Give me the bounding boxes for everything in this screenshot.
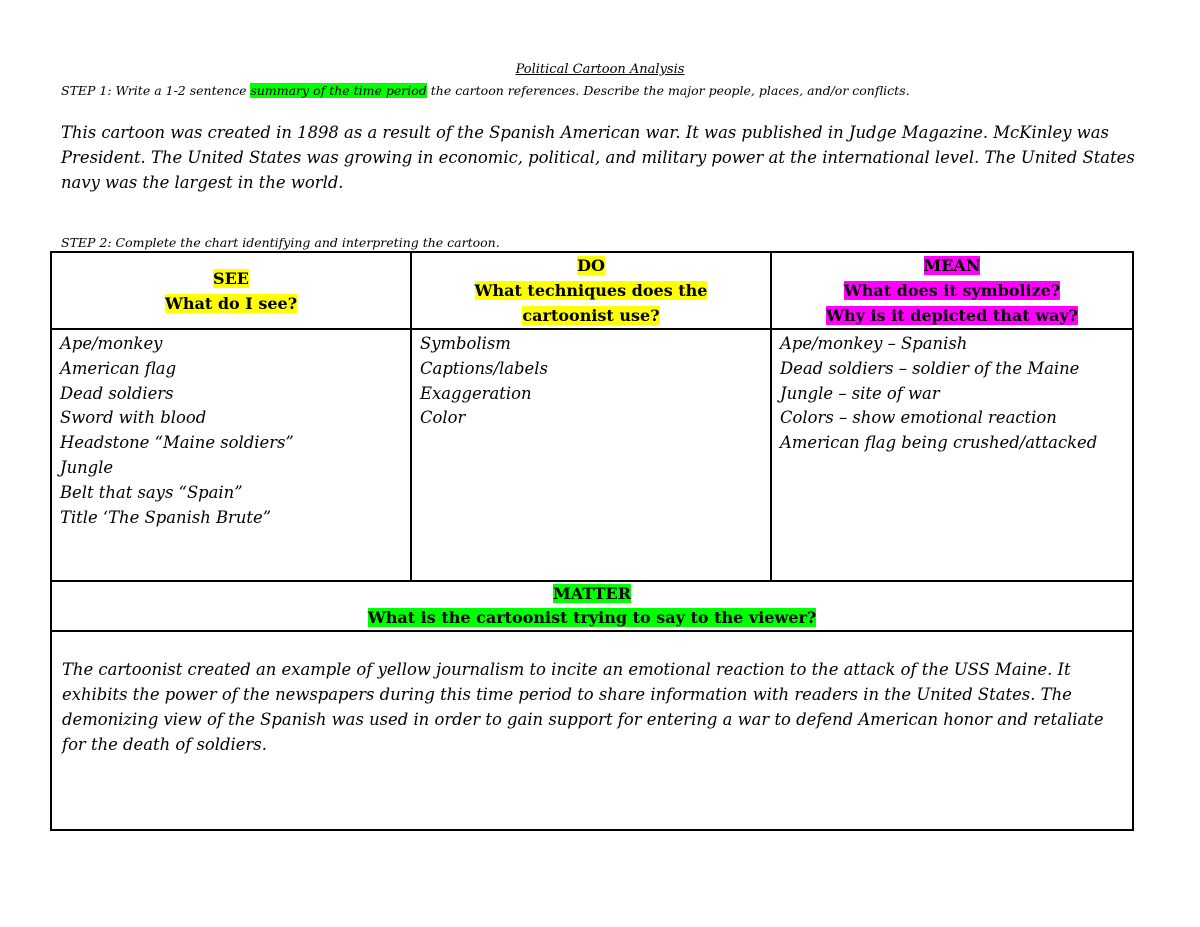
do-question-line1: What techniques does the: [474, 281, 708, 300]
do-question-line2: cartoonist use?: [522, 306, 660, 325]
page-title: Political Cartoon Analysis: [515, 62, 685, 77]
mean-list-cell: [771, 329, 1133, 581]
mean-header-cell: [771, 252, 1133, 329]
see-item: Belt that says “Spain”: [60, 482, 243, 502]
analysis-chart: [50, 251, 1134, 831]
see-item: Sword with blood: [60, 408, 207, 428]
mean-heading: MEAN: [923, 256, 981, 275]
step1-suffix: the cartoon references. Describe the major people, places, and/or conflicts.: [426, 83, 910, 98]
mean-item: Ape/monkey – Spanish: [780, 334, 968, 353]
see-heading: SEE: [213, 269, 249, 288]
see-item: American flag: [60, 358, 177, 378]
do-item: Color: [420, 408, 466, 428]
mean-question-line2: Why is it depicted that way?: [825, 306, 1079, 325]
see-item: Headstone “Maine soldiers”: [60, 433, 294, 453]
mean-question-line1: What does it symbolize?: [843, 281, 1061, 300]
do-header-cell: [411, 252, 771, 329]
mean-item: American flag being crushed/attacked: [780, 433, 1098, 453]
step2-instruction: STEP 2: Complete the chart identifying and interpreting the cartoon.: [61, 235, 500, 250]
mean-item: Dead soldiers – soldier of the Maine: [780, 358, 1080, 378]
see-item: Dead soldiers: [60, 383, 174, 403]
do-item: Symbolism: [420, 334, 511, 353]
mean-item: Colors – show emotional reaction: [780, 408, 1057, 428]
matter-heading: MATTER: [553, 584, 631, 603]
see-item: Jungle: [60, 457, 114, 477]
see-item: Ape/monkey: [60, 334, 163, 353]
see-question: What do I see?: [164, 294, 298, 313]
mean-item: Jungle – site of war: [780, 383, 940, 403]
step1-answer: This cartoon was created in 1898 as a result of the Spanish American war. It was published in Judge Magazine. McKinley was President. The United States was growing in economic, political, and military power at the international level. The United States navy was the largest in the world.: [61, 123, 1135, 192]
matter-answer: The cartoonist created an example of yellow journalism to incite an emotional reaction to the attack of the USS Maine. It exhibits the power of the newspapers during this time period to share information with readers in the United States. The demonizing view of the Spanish was used in order to gain support for entering a war to defend American honor and retaliate for the death of soldiers.: [51, 631, 1133, 830]
matter-header-cell: [51, 581, 1133, 631]
see-list-cell: [51, 329, 411, 581]
matter-question: What is the cartoonist trying to say to the viewer?: [367, 608, 817, 627]
do-list-cell: [411, 329, 771, 581]
step1-instruction: [61, 83, 910, 98]
do-heading: DO: [577, 256, 605, 275]
see-header-cell: [51, 252, 411, 329]
step1-highlight: summary of the time period: [250, 83, 427, 98]
do-item: Exaggeration: [420, 383, 532, 403]
step1-prefix: STEP 1: Write a 1-2 sentence: [61, 83, 251, 98]
see-item: Title ‘The Spanish Brute”: [60, 507, 272, 527]
do-item: Captions/labels: [420, 358, 548, 378]
